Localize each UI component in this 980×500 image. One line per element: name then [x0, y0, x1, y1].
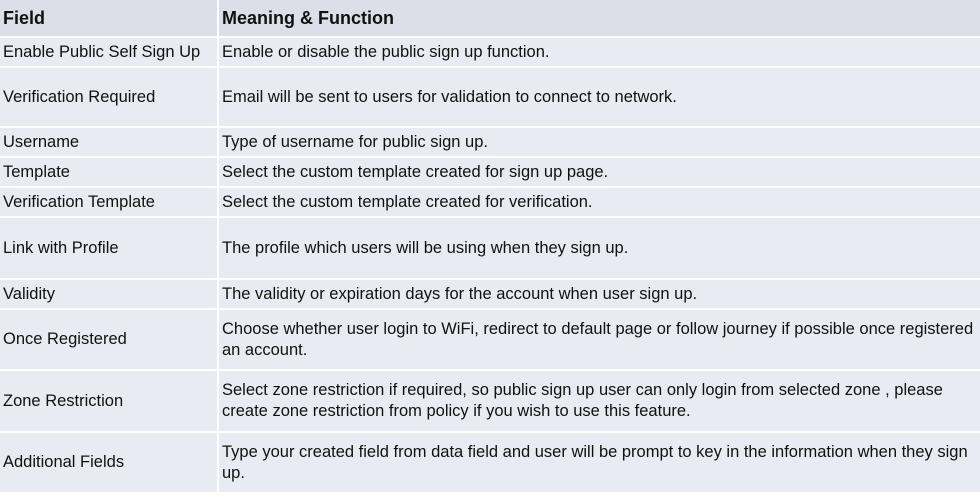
field-cell: Verification Template	[3, 192, 155, 211]
field-cell: Additional Fields	[3, 453, 125, 471]
header-meaning: Meaning & Function	[218, 0, 980, 37]
meaning-cell: Choose whether user login to WiFi, redirect to default page or follow journey if possible once registered an account.	[218, 309, 980, 370]
table-row	[0, 67, 980, 127]
meaning-cell: Email will be sent to users for validation to connect to network.	[218, 67, 980, 127]
field-cell: Enable Public Self Sign Up	[3, 42, 201, 61]
table-row	[0, 127, 980, 157]
meaning-cell: Select the custom template created for verification.	[218, 187, 980, 217]
table-row	[0, 37, 980, 67]
meaning-cell: Select the custom template created for sign up page.	[218, 157, 980, 187]
table-row	[0, 370, 980, 432]
meaning-cell: The profile which users will be using when they sign up.	[218, 217, 980, 279]
field-cell: Template	[3, 162, 70, 181]
field-cell: Verification Required	[3, 87, 156, 106]
table-header-row	[0, 0, 980, 37]
header-field: Field	[3, 7, 46, 28]
meaning-cell: Enable or disable the public sign up function.	[218, 37, 980, 67]
field-cell: Once Registered	[3, 330, 127, 348]
meaning-cell: Type of username for public sign up.	[218, 127, 980, 157]
meaning-cell: Type your created field from data field and user will be prompt to key in the information when they sign up.	[218, 432, 980, 492]
table-row	[0, 279, 980, 309]
field-cell: Zone Restriction	[3, 391, 124, 410]
field-cell: Validity	[3, 284, 55, 303]
table-row	[0, 432, 980, 492]
table-row	[0, 157, 980, 187]
table-row	[0, 217, 980, 279]
field-cell: Link with Profile	[3, 238, 119, 257]
meaning-cell: Select zone restriction if required, so public sign up user can only login from selected zone , please create zone restriction from policy if you wish to use this feature.	[218, 370, 980, 432]
meaning-cell: The validity or expiration days for the account when user sign up.	[218, 279, 980, 309]
field-cell: Username	[3, 132, 80, 151]
table-row	[0, 309, 980, 370]
table-row	[0, 187, 980, 217]
